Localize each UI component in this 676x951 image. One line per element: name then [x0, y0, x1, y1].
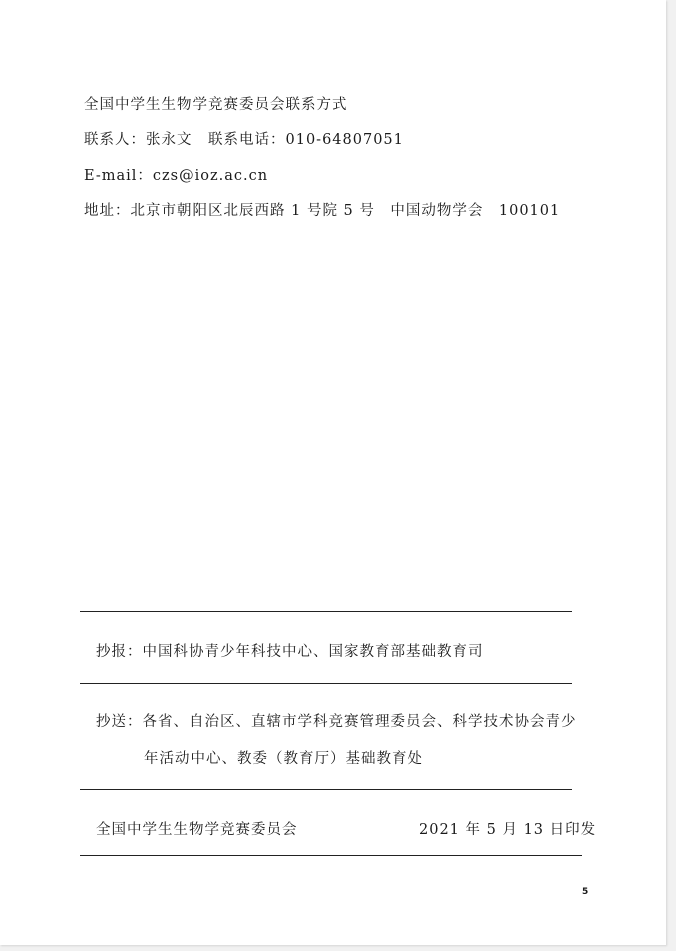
page-number: 5 — [582, 887, 589, 897]
divider-rule-2 — [80, 683, 572, 684]
cc-send-line-2: 年活动中心、教委（教育厅）基础教育处 — [144, 751, 423, 767]
divider-rule-3 — [80, 789, 572, 790]
footer-date: 2021 年 5 月 13 日印发 — [419, 822, 597, 838]
divider-rule-4 — [80, 855, 582, 856]
footer-issuer: 全国中学生生物学竞赛委员会 — [96, 822, 298, 838]
cc-report-line: 抄报：中国科协青少年科技中心、国家教育部基础教育司 — [96, 644, 484, 660]
contact-heading: 全国中学生生物学竞赛委员会联系方式 — [84, 97, 348, 113]
cc-send-line-1: 抄送：各省、自治区、直辖市学科竞赛管理委员会、科学技术协会青少 — [96, 714, 577, 730]
contact-email: E-mail：czs@ioz.ac.cn — [84, 168, 269, 184]
divider-rule-1 — [80, 611, 572, 612]
contact-person: 联系人：张永文 联系电话：010-64807051 — [84, 132, 404, 148]
contact-address: 地址：北京市朝阳区北辰西路 1 号院 5 号 中国动物学会 100101 — [84, 203, 561, 219]
